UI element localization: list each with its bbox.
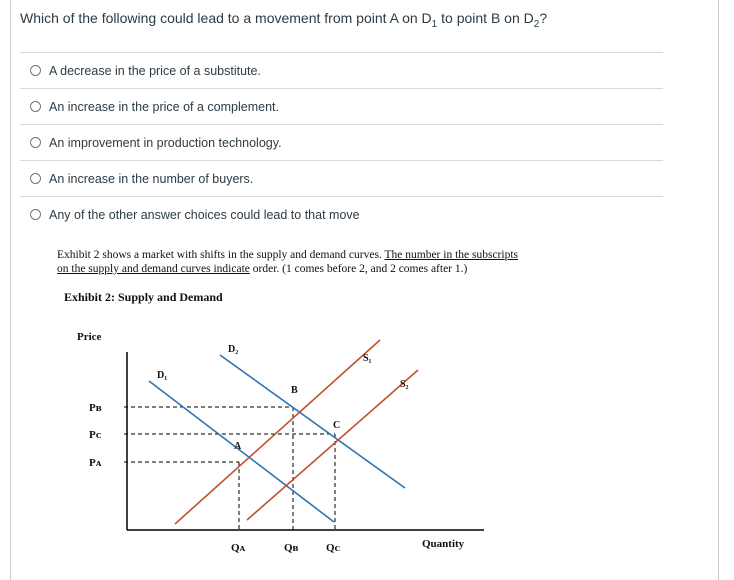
- price-label-pb: Pʙ: [89, 402, 102, 414]
- answer-label: An increase in the number of buyers.: [49, 171, 254, 186]
- curve-label-d1: D₁: [157, 370, 168, 381]
- curve-label-d2: D₂: [228, 344, 239, 355]
- answer-label: A decrease in the price of a substitute.: [49, 63, 261, 78]
- y-axis-label: Price: [77, 331, 102, 343]
- price-label-pc: Pᴄ: [89, 429, 102, 441]
- price-label-pa: Pᴀ: [89, 457, 102, 469]
- question-part-1: Which of the following could lead to a movement from point A on D: [20, 10, 432, 26]
- supply-curve-s1: [175, 340, 380, 524]
- exhibit-line1-text: Exhibit 2 shows a market with shifts in the supply and demand curves.: [57, 249, 385, 261]
- quantity-label-qb: Qʙ: [284, 542, 299, 554]
- point-label-b: B: [291, 385, 298, 396]
- quantity-label-qc: Qᴄ: [326, 542, 341, 554]
- exhibit-title: Exhibit 2: Supply and Demand: [64, 290, 223, 304]
- quantity-label-qa: Qᴀ: [231, 542, 246, 554]
- demand-curve-d1: [149, 381, 334, 522]
- point-label-a: A: [234, 441, 242, 452]
- answer-label: An increase in the price of a complement.: [49, 99, 279, 114]
- answer-label: Any of the other answer choices could lead to that move: [49, 207, 360, 222]
- question-subscript-2: 2: [533, 18, 540, 30]
- point-label-c: C: [333, 420, 341, 431]
- question-part-3: ?: [539, 10, 548, 26]
- question-part-2: to point B on D: [437, 10, 534, 26]
- demand-curve-d2: [220, 355, 405, 488]
- question-subscript-1: 1: [431, 18, 438, 30]
- answer-label: An improvement in production technology.: [49, 135, 282, 150]
- curve-label-s1: S₁: [363, 353, 372, 364]
- exhibit-line2-underlined: on the supply and demand curves indicate: [57, 263, 250, 275]
- exhibit-line2-text: order. (1 comes before 2, and 2 comes after 1.): [249, 263, 468, 275]
- curve-label-s2: S₂: [400, 379, 409, 390]
- exhibit-line1-underlined: The number in the subscripts: [384, 249, 519, 261]
- x-axis-label: Quantity: [422, 538, 465, 550]
